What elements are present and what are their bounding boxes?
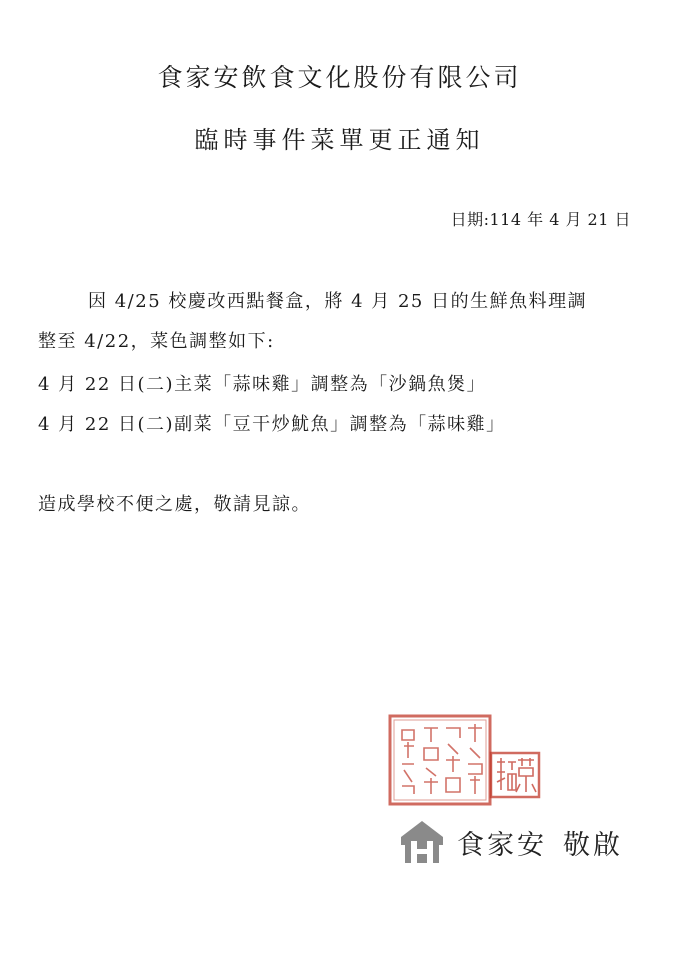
house-logo-icon — [397, 817, 447, 867]
company-seal — [386, 712, 494, 808]
personal-seal — [488, 750, 542, 800]
menu-change-2: 4 月 22 日(二)副菜「豆干炒魷魚」調整為「蒜味雞」 — [38, 414, 506, 435]
signature-block — [397, 817, 623, 867]
company-name: 食家安飲食文化股份有限公司 — [157, 63, 522, 92]
signature-company: 食家安 — [457, 829, 547, 861]
paragraph-line-2: 整至 4/22，菜色調整如下: — [38, 331, 275, 352]
notice-date: 日期:114 年 4 月 21 日 — [450, 210, 631, 229]
signature-salutation: 敬啟 — [563, 829, 623, 861]
paragraph-line-1: 因 4/25 校慶改西點餐盒，將 4 月 25 日的生鮮魚料理調 — [88, 291, 588, 312]
notice-title: 臨時事件菜單更正通知 — [194, 126, 485, 154]
menu-change-1: 4 月 22 日(二)主菜「蒜味雞」調整為「沙鍋魚煲」 — [38, 374, 487, 395]
closing-line: 造成學校不便之處，敬請見諒。 — [38, 494, 311, 515]
